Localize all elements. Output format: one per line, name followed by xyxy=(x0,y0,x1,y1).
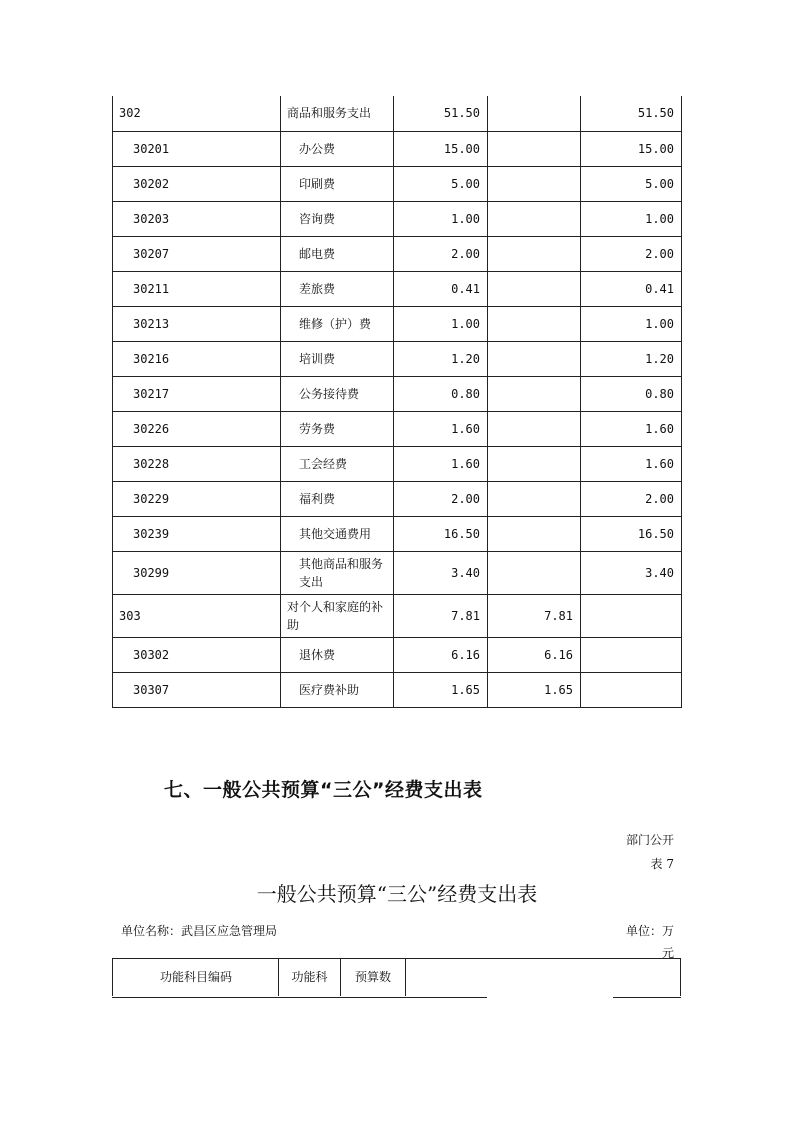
cell-basic xyxy=(488,341,581,376)
cell-name: 退休费 xyxy=(281,637,394,672)
cell-basic: 7.81 xyxy=(488,594,581,637)
cell-name: 医疗费补助 xyxy=(281,672,394,707)
expenditure-table-body xyxy=(113,96,682,707)
cell-total: 1.20 xyxy=(394,341,488,376)
cell-total: 2.00 xyxy=(394,481,488,516)
table-row xyxy=(113,516,682,551)
table-row xyxy=(113,481,682,516)
table-row xyxy=(113,306,682,341)
cell-project xyxy=(581,672,682,707)
cell-total: 3.40 xyxy=(394,551,488,594)
cell-code: 30203 xyxy=(113,201,281,236)
cell-name: 其他商品和服务支出 xyxy=(281,551,394,594)
cell-total: 1.60 xyxy=(394,446,488,481)
cell-code: 30207 xyxy=(113,236,281,271)
table-row xyxy=(113,236,682,271)
cell-name: 商品和服务支出 xyxy=(281,96,394,131)
table-row xyxy=(113,166,682,201)
cell-project: 3.40 xyxy=(581,551,682,594)
cell-project: 1.00 xyxy=(581,201,682,236)
cell-basic: 1.65 xyxy=(488,672,581,707)
cell-name: 工会经费 xyxy=(281,446,394,481)
cell-total: 5.00 xyxy=(394,166,488,201)
cell-total: 2.00 xyxy=(394,236,488,271)
cell-name: 办公费 xyxy=(281,131,394,166)
cell-name: 咨询费 xyxy=(281,201,394,236)
cell-basic xyxy=(488,201,581,236)
table-row xyxy=(113,96,682,131)
cell-basic xyxy=(488,376,581,411)
cell-total: 7.81 xyxy=(394,594,488,637)
cell-code: 30302 xyxy=(113,637,281,672)
unit-measure-line2: 元 xyxy=(661,946,674,960)
table-row xyxy=(113,341,682,376)
cell-code: 30213 xyxy=(113,306,281,341)
cell-basic xyxy=(488,516,581,551)
cell-total: 0.41 xyxy=(394,271,488,306)
table-row xyxy=(113,376,682,411)
three-public-table-header xyxy=(112,958,681,997)
cell-basic: 6.16 xyxy=(488,637,581,672)
cell-project: 2.00 xyxy=(581,481,682,516)
cell-total: 6.16 xyxy=(394,637,488,672)
cell-project: 51.50 xyxy=(581,96,682,131)
header-function-name: 功能科 xyxy=(278,959,340,996)
unit-measure-line1: 单位：万 xyxy=(625,924,674,938)
cell-total: 16.50 xyxy=(394,516,488,551)
header-function-code: 功能科目编码 xyxy=(112,959,279,996)
cell-total: 51.50 xyxy=(394,96,488,131)
cell-total: 1.60 xyxy=(394,411,488,446)
header-empty-cell xyxy=(405,959,681,996)
cell-code: 303 xyxy=(113,594,281,637)
cell-basic xyxy=(488,236,581,271)
table-row xyxy=(113,201,682,236)
cell-project xyxy=(581,594,682,637)
cell-project: 2.00 xyxy=(581,236,682,271)
cell-code: 30201 xyxy=(113,131,281,166)
cell-project xyxy=(581,637,682,672)
cell-code: 30217 xyxy=(113,376,281,411)
cell-code: 30239 xyxy=(113,516,281,551)
cell-code: 30299 xyxy=(113,551,281,594)
cell-name: 其他交通费用 xyxy=(281,516,394,551)
cell-total: 0.80 xyxy=(394,376,488,411)
section-title: 七、一般公共预算“三公”经费支出表 xyxy=(164,779,483,801)
cell-basic xyxy=(488,96,581,131)
cell-code: 30216 xyxy=(113,341,281,376)
table-row xyxy=(113,446,682,481)
cell-project: 1.60 xyxy=(581,446,682,481)
cell-basic xyxy=(488,271,581,306)
table-row xyxy=(113,594,682,637)
cell-project: 0.41 xyxy=(581,271,682,306)
cell-name: 培训费 xyxy=(281,341,394,376)
cell-code: 30202 xyxy=(113,166,281,201)
cell-name: 公务接待费 xyxy=(281,376,394,411)
cell-basic xyxy=(488,166,581,201)
cell-name: 劳务费 xyxy=(281,411,394,446)
cell-project: 5.00 xyxy=(581,166,682,201)
table-row xyxy=(113,411,682,446)
cell-name: 福利费 xyxy=(281,481,394,516)
cell-code: 30307 xyxy=(113,672,281,707)
cell-total: 1.00 xyxy=(394,201,488,236)
cell-total: 15.00 xyxy=(394,131,488,166)
cell-code: 30211 xyxy=(113,271,281,306)
cell-code: 302 xyxy=(113,96,281,131)
table-row xyxy=(113,637,682,672)
cell-basic xyxy=(488,411,581,446)
cell-name: 邮电费 xyxy=(281,236,394,271)
cell-name: 对个人和家庭的补助 xyxy=(281,594,394,637)
cell-name: 维修（护）费 xyxy=(281,306,394,341)
cell-basic xyxy=(488,481,581,516)
cell-code: 30228 xyxy=(113,446,281,481)
cell-basic xyxy=(488,446,581,481)
cell-basic xyxy=(488,551,581,594)
cell-name: 印刷费 xyxy=(281,166,394,201)
cell-project: 15.00 xyxy=(581,131,682,166)
table-row xyxy=(113,672,682,707)
cell-basic xyxy=(488,131,581,166)
cell-project: 0.80 xyxy=(581,376,682,411)
disclosure-tag-line2: 表 7 xyxy=(650,857,674,871)
table-row xyxy=(113,131,682,166)
cell-total: 1.00 xyxy=(394,306,488,341)
cell-project: 16.50 xyxy=(581,516,682,551)
cell-project: 1.60 xyxy=(581,411,682,446)
table-title: 一般公共预算“三公”经费支出表 xyxy=(256,882,538,906)
header-bottom-border-left xyxy=(112,997,487,998)
header-budget: 预算数 xyxy=(340,959,405,996)
header-bottom-border-right xyxy=(613,997,681,998)
cell-total: 1.65 xyxy=(394,672,488,707)
expenditure-table xyxy=(112,96,682,708)
cell-code: 30226 xyxy=(113,411,281,446)
table-row xyxy=(113,271,682,306)
cell-project: 1.20 xyxy=(581,341,682,376)
disclosure-tag-line1: 部门公开 xyxy=(625,833,674,847)
unit-name: 单位名称：武昌区应急管理局 xyxy=(121,924,278,938)
cell-basic xyxy=(488,306,581,341)
table-row xyxy=(113,551,682,594)
cell-code: 30229 xyxy=(113,481,281,516)
cell-project: 1.00 xyxy=(581,306,682,341)
cell-name: 差旅费 xyxy=(281,271,394,306)
